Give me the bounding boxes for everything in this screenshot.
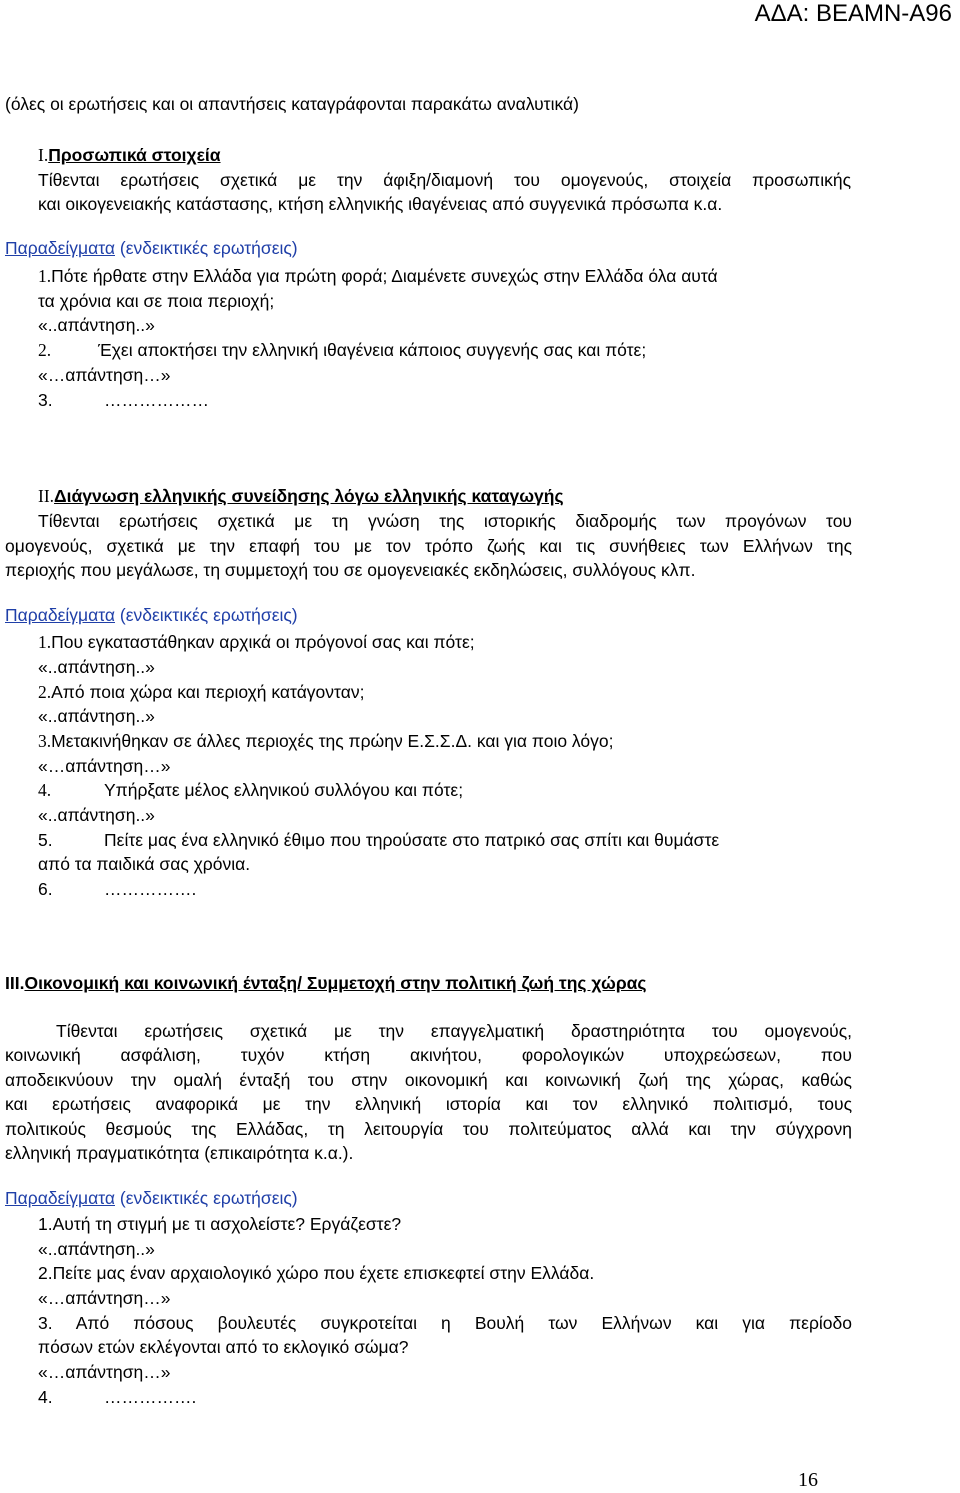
question-number: 4. xyxy=(38,1387,53,1407)
examples-link: Παραδείγματα xyxy=(5,238,115,258)
section-3-desc-line-3: αποδεικνύουν την ομαλή ένταξή του στην οικονομική και κοινωνική ζωή της χώρας, καθώς xyxy=(5,1070,852,1090)
ada-code: ΑΔΑ: ΒΕΑΜΝ-Α96 xyxy=(754,0,952,27)
question-placeholder: ……………… xyxy=(104,390,209,410)
section-2-answer-3: «…απάντηση…» xyxy=(38,756,171,776)
question-placeholder: ……………. xyxy=(104,879,197,899)
question-text: Έχει αποκτήσει την ελληνική ιθαγένεια κάποιος συγγενής σας και πότε; xyxy=(98,340,647,360)
section-2-question-4 xyxy=(38,782,463,800)
question-number: 1. xyxy=(38,632,52,652)
section-2-desc-line-1: Τίθενται ερωτήσεις σχετικά με τη γνώση της ιστορικής διαδρομής των προγόνων του xyxy=(38,511,852,531)
question-text: Μετακινήθηκαν σε άλλες περιοχές της πρώην Ε.Σ.Σ.Δ. και για ποιο λόγο; xyxy=(51,731,614,751)
question-number: 3. xyxy=(38,731,52,751)
section-2-desc-line-3: περιοχής που μεγάλωσε, τη συμμετοχή του σε ομογενειακές εκδηλώσεις, συλλόγους κλπ. xyxy=(5,560,696,580)
section-2-question-5-cont: από τα παιδικά σας χρόνια. xyxy=(38,854,251,874)
question-text: Πείτε μας ένα ελληνικό έθιμο που τηρούσατε στο πατρικό σας σπίτι και θυμάστε xyxy=(104,830,720,850)
question-placeholder: ……………. xyxy=(104,1387,197,1407)
section-1-title: Προσωπικά στοιχεία xyxy=(48,145,221,165)
section-2-title: Διάγνωση ελληνικής συνείδησης λόγω ελληνικής καταγωγής xyxy=(54,486,564,506)
section-2-question-3 xyxy=(38,733,614,751)
section-1-question-1 xyxy=(38,268,718,286)
section-2-answer-2: «..απάντηση..» xyxy=(38,706,155,726)
section-1-examples-label xyxy=(5,240,298,258)
intro-note: (όλες οι ερωτήσεις και οι απαντήσεις καταγράφονται παρακάτω αναλυτικά) xyxy=(5,94,579,114)
section-3-question-3 xyxy=(38,1315,852,1333)
section-3-question-4 xyxy=(38,1389,196,1407)
question-text: Από πόσους βουλευτές συγκροτείται η Βουλή των Ελλήνων και για περίοδο xyxy=(75,1313,852,1333)
question-text: Υπήρξατε μέλος ελληνικού συλλόγου και πότε; xyxy=(104,780,464,800)
section-3-desc-line-4: και ερωτήσεις αναφορικά με την ελληνική ιστορία και τον ελληνικό πολιτισμό, τους xyxy=(5,1094,852,1114)
section-1-heading xyxy=(38,147,221,165)
section-3-question-3-cont: πόσων ετών εκλέγονται από το εκλογικό σώμα? xyxy=(38,1337,409,1357)
section-2-answer-1: «..απάντηση..» xyxy=(38,657,155,677)
question-number: 2. xyxy=(38,682,52,702)
question-number: 1. xyxy=(38,266,52,286)
section-1-numeral: Ι. xyxy=(38,145,49,165)
section-2-question-2 xyxy=(38,684,364,702)
section-2-numeral: ΙΙ. xyxy=(38,486,55,506)
section-1-desc-line-1: Τίθενται ερωτήσεις σχετικά με την άφιξη/διαμονή του ομογενούς, στοιχεία προσωπικής xyxy=(38,170,851,190)
section-3-examples-label xyxy=(5,1190,298,1208)
section-1-question-2 xyxy=(38,342,646,360)
question-text: Πότε ήρθατε στην Ελλάδα για πρώτη φορά; Διαμένετε συνεχώς στην Ελλάδα όλα αυτά xyxy=(51,266,718,286)
question-number: 5. xyxy=(38,830,53,850)
section-3-desc-line-1: Τίθενται ερωτήσεις σχετικά με την επαγγελματική δραστηριότητα του ομογενούς, xyxy=(56,1021,852,1041)
examples-suffix: (ενδεικτικές ερωτήσεις) xyxy=(115,605,298,625)
section-3-desc-line-6: ελληνική πραγματικότητα (επικαιρότητα κ.α.). xyxy=(5,1143,354,1163)
section-3-desc-line-5: πολιτικούς θεσμούς της Ελλάδας, τη λειτουργία του πολιτεύματος αλλά και την σύγχρονη xyxy=(5,1119,852,1139)
section-3-answer-3: «…απάντηση…» xyxy=(38,1362,171,1382)
section-3-question-1: 1.Αυτή τη στιγμή με τι ασχολείστε? Εργάζεστε? xyxy=(38,1214,402,1234)
section-2-desc-line-2: ομογενούς, σχετικά με την επαφή του με τον τρόπο ζωής και τις συνήθειες των Ελλήνων της xyxy=(5,536,852,556)
question-number: 3. xyxy=(38,1313,53,1333)
question-text: Που εγκαταστάθηκαν αρχικά οι πρόγονοί σας και πότε; xyxy=(51,632,475,652)
examples-link: Παραδείγματα xyxy=(5,1188,115,1208)
examples-suffix: (ενδεικτικές ερωτήσεις) xyxy=(115,238,298,258)
section-1-question-3 xyxy=(38,392,209,410)
question-number: 2. xyxy=(38,340,52,360)
question-number: 3. xyxy=(38,390,53,410)
section-3-numeral: ΙΙΙ. xyxy=(5,973,25,993)
section-3-title: Οικονομική και κοινωνική ένταξη/ Συμμετοχή στην πολιτική ζωή της χώρας xyxy=(24,973,647,993)
section-3-question-2: 2.Πείτε μας έναν αρχαιολογικό χώρο που έχετε επισκεφτεί στην Ελλάδα. xyxy=(38,1263,595,1283)
section-2-question-6 xyxy=(38,881,196,899)
section-1-question-1-cont: τα χρόνια και σε ποια περιοχή; xyxy=(38,291,275,311)
question-number: 4. xyxy=(38,780,52,800)
section-3-desc-line-2: κοινωνική ασφάλιση, τυχόν κτήση ακινήτου, φορολογικών υποχρεώσεων, που xyxy=(5,1045,852,1065)
examples-suffix: (ενδεικτικές ερωτήσεις) xyxy=(115,1188,298,1208)
page-number: 16 xyxy=(798,1469,818,1491)
examples-link: Παραδείγματα xyxy=(5,605,115,625)
question-number: 6. xyxy=(38,879,53,899)
section-3-answer-2: «…απάντηση…» xyxy=(38,1288,171,1308)
section-1-desc-line-2: και οικογενειακής κατάστασης, κτήση ελληνικής ιθαγένειας από συγγενικά πρόσωπα κ.α. xyxy=(38,194,723,214)
section-1-answer-2: «…απάντηση…» xyxy=(38,365,171,385)
section-2-question-1 xyxy=(38,634,475,652)
section-3-answer-1: «..απάντηση..» xyxy=(38,1239,155,1259)
section-2-answer-4: «..απάντηση..» xyxy=(38,805,155,825)
section-2-examples-label xyxy=(5,607,298,625)
question-text: Από ποια χώρα και περιοχή κατάγονταν; xyxy=(51,682,365,702)
section-2-heading xyxy=(38,488,564,506)
section-1-answer-1: «..απάντηση..» xyxy=(38,315,155,335)
section-2-question-5 xyxy=(38,832,719,850)
section-3-heading xyxy=(5,975,647,993)
